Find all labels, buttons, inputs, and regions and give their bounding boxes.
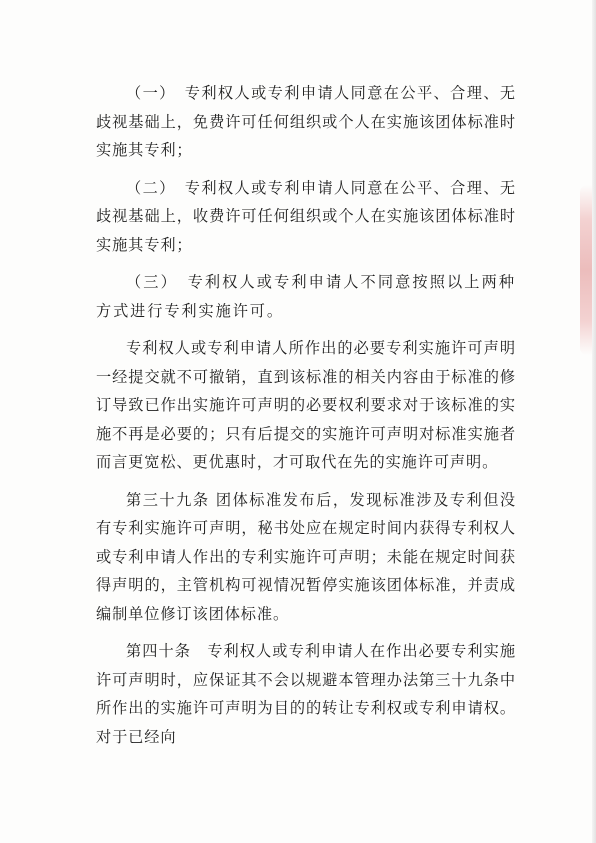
paragraph-article-39: 第三十九条 团体标准发布后，发现标准涉及专利但没有专利实施许可声明，秘书处应在规定时间内获得专利权人或专利申请人作出的专利实施许可声明；未能在规定时间获得声明的，主管机构可视情况暂停实施该团体标准，并责成编制单位修订该团体标准。 — [96, 490, 516, 623]
paragraph-article-40: 第四十条 专利权人或专利申请人在作出必要专利实施许可声明时，应保证其不会以规避本管理办法第三十九条中所作出的实施许可声明为目的的转让专利权或专利申请权。对于已经向 — [96, 642, 516, 746]
paragraph-irrevocable-declaration: 专利权人或专利申请人所作出的必要专利实施许可声明一经提交就不可撤销，直到该标准的相关内容由于标准的修订导致已作出实施许可声明的必要权利要求对于该标准的实施不再是必要的；只有后提交的实施许可声明对标准实施者而言更宽松、更优惠时，才可取代在先的实施许可声明。 — [96, 339, 516, 471]
paragraph-option-three: （三） 专利权人或专利申请人不同意按照以上两种方式进行专利实施许可。 — [96, 273, 516, 320]
page-edge-shadow — [592, 0, 596, 843]
paragraph-option-one: （一） 专利权人或专利申请人同意在公平、合理、无歧视基础上，免费许可任何组织或个人在实施该团体标准时实施其专利； — [96, 84, 516, 159]
document-body — [96, 79, 516, 760]
paragraph-option-two: （二） 专利权人或专利申请人同意在公平、合理、无歧视基础上，收费许可任何组织或个人在实施该团体标准时实施其专利； — [96, 178, 516, 254]
